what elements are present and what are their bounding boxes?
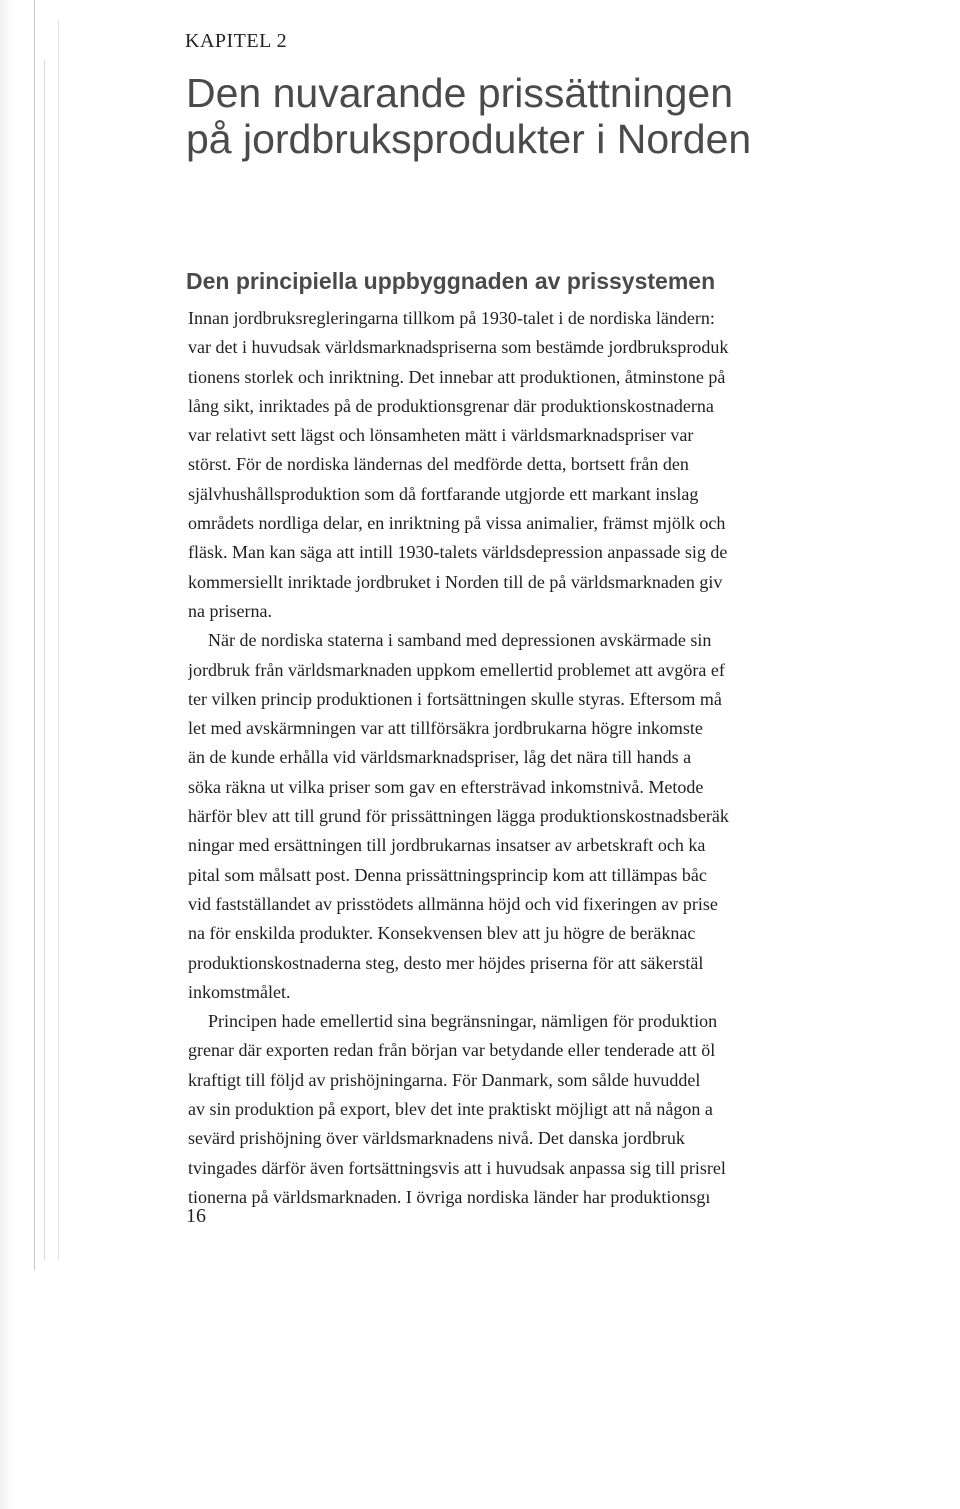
text-line: än de kunde erhålla vid världsmarknadspriser, låg det nära till hands a [188, 747, 692, 768]
page-binding-edge [0, 0, 60, 1509]
text-line: av sin produktion på export, blev det inte praktiskt möjligt att nå någon a [188, 1099, 713, 1120]
page-title [186, 70, 751, 162]
text-line: pital som målsatt post. Denna prissättningsprincip kom att tillämpas båc [188, 864, 707, 885]
text-line: tionens storlek och inriktning. Det innebar att produktionen, åtminstone på [188, 366, 726, 387]
title-line: på jordbruksprodukter i Norden [186, 116, 752, 162]
text-line: fläsk. Man kan säga att intill 1930-talets världsdepression anpassade sig de [188, 542, 728, 563]
text-line: var relativt sett lägst och lönsamheten mätt i världsmarknadspriser var [188, 425, 694, 446]
text-line: Innan jordbruksregleringarna tillkom på 1930-talet i de nordiska ländern: [188, 308, 715, 328]
text-line: tionerna på världsmarknaden. I övriga nordiska länder har produktionsgı [188, 1186, 711, 1207]
text-line: ningar med ersättningen till jordbrukarnas insatser av arbetskraft och ka [188, 835, 706, 856]
text-line: lång sikt, inriktades på de produktionsgrenar där produktionskostnaderna [188, 395, 714, 416]
text-line: områdets nordliga delar, en inriktning på vissa animalier, främst mjölk och [188, 513, 726, 534]
text-line: självhushållsproduktion som då fortfarande utgjorde ett markant inslag [188, 483, 699, 504]
text-line: inkomstmålet. [188, 981, 291, 1002]
text-line: störst. För de nordiska ländernas del medförde detta, bortsett från den [188, 454, 689, 475]
text-line: ter vilken princip produktionen i fortsättningen skulle styras. Eftersom må [188, 688, 722, 709]
text-line: härför blev att till grund för prissättningen lägga produktionskostnadsberäk [188, 806, 729, 827]
text-line: kommersiellt inriktade jordbruket i Norden till de på världsmarknaden giv [188, 571, 723, 592]
text-line: na priserna. [188, 600, 272, 621]
chapter-label: KAPITEL 2 [185, 30, 288, 52]
title-line: Den nuvarande prissättningen [186, 70, 734, 116]
text-line: sevärd prishöjning över världsmarknadens nivå. Det danska jordbruk [188, 1128, 685, 1149]
text-line: jordbruk från världsmarknaden uppkom emellertid problemet att avgöra ef [188, 659, 725, 680]
binding-line [58, 20, 59, 1260]
text-line: När de nordiska staterna i samband med depressionen avskärmade sin [208, 630, 712, 651]
text-line: Principen hade emellertid sina begränsningar, nämligen för produktion [208, 1011, 718, 1032]
text-line: söka räkna ut vilka priser som gav en eftersträvad inkomstnivå. Metode [188, 776, 704, 797]
text-line: vid fastställandet av prisstödets allmänna höjd och vid fixeringen av prise [188, 893, 718, 914]
section-heading: Den principiella uppbyggnaden av prissystemen [186, 268, 716, 294]
text-line: kraftigt till följd av prishöjningarna. För Danmark, som sålde huvuddel [188, 1069, 701, 1090]
text-line: tvingades därför även fortsättningsvis att i huvudsak anpassa sig till prisrel [188, 1157, 726, 1178]
page-number: 16 [186, 1205, 206, 1227]
text-line: var det i huvudsak världsmarknadspriserna som bestämde jordbruksproduk [188, 337, 729, 358]
body-text [188, 304, 960, 1212]
text-line: na för enskilda produkter. Konsekvensen blev att ju högre de beräknac [188, 923, 696, 944]
binding-line [34, 0, 35, 1270]
text-line: let med avskärmningen var att tillförsäkra jordbrukarna högre inkomste [188, 718, 703, 739]
text-line: grenar där exporten redan från början var betydande eller tenderade att öl [188, 1040, 716, 1061]
text-line: produktionskostnaderna steg, desto mer höjdes priserna för att säkerstäl [188, 952, 704, 973]
binding-line [44, 60, 45, 1260]
